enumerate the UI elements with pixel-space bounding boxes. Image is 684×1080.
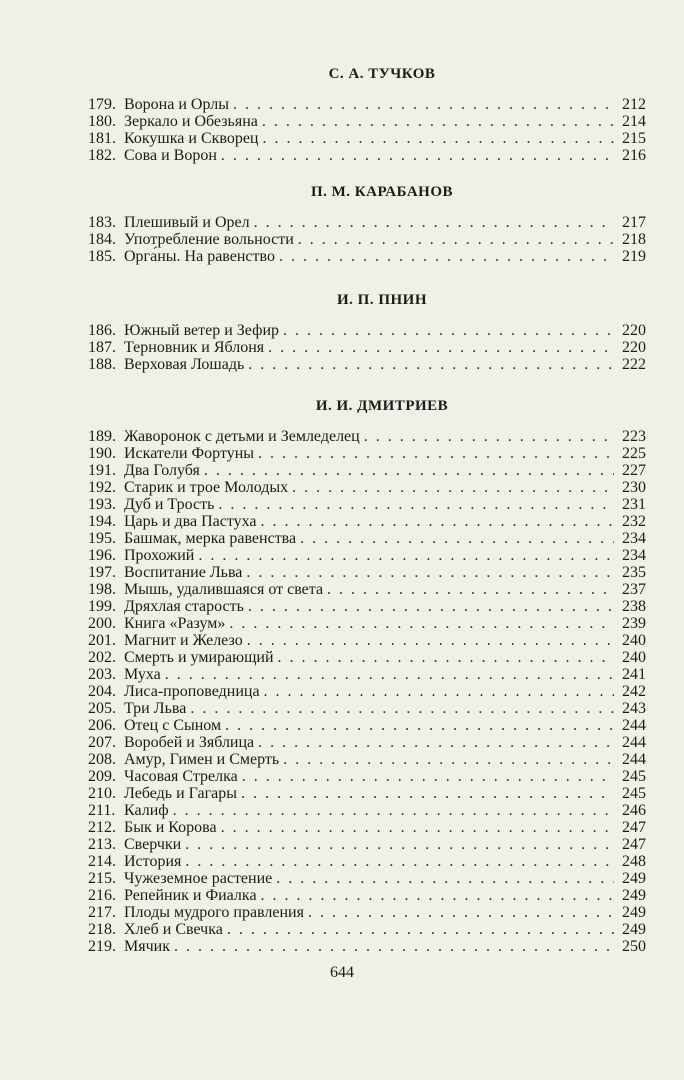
dot-leader <box>190 700 614 717</box>
dot-leader <box>279 248 614 265</box>
entry-title: Муха <box>124 666 161 683</box>
author-heading: П. М. КАРАБАНОВ <box>310 184 453 200</box>
entry-title: Дряхлая старость <box>124 598 244 615</box>
entry-title: Орга́ны. На равенство <box>124 248 275 265</box>
entry-title: Прохожий <box>124 547 195 564</box>
toc-entry <box>88 819 646 836</box>
entry-page: 249 <box>622 887 646 904</box>
toc-entry <box>88 938 646 955</box>
toc-entry <box>88 581 646 598</box>
entry-number: 209. <box>88 768 116 785</box>
entry-title: Плешивый и Орел <box>124 214 250 231</box>
entry-title: Часовая Стрелка <box>124 768 238 785</box>
dot-leader <box>292 479 614 496</box>
entry-number: 181. <box>88 130 116 147</box>
toc-entry <box>88 836 646 853</box>
entry-title: Южный ветер и Зефир <box>124 322 280 339</box>
entry-number: 214. <box>88 853 116 870</box>
dot-leader <box>241 785 614 802</box>
toc-entry <box>88 445 646 462</box>
entry-page: 245 <box>622 768 646 785</box>
entry-title: Дуб и Трость <box>124 496 215 513</box>
entry-page: 249 <box>622 870 646 887</box>
entry-number: 184. <box>88 231 116 248</box>
entry-page: 225 <box>622 445 646 462</box>
entry-title: Хлеб и Свечка <box>124 921 223 938</box>
toc-entry <box>88 462 646 479</box>
toc-entry <box>88 632 646 649</box>
toc-entry <box>88 356 646 373</box>
entry-page: 245 <box>622 785 646 802</box>
toc-entry <box>88 564 646 581</box>
dot-leader <box>263 130 615 147</box>
entry-page: 247 <box>622 819 646 836</box>
entry-title: Два Голубя <box>124 462 200 479</box>
toc-entry <box>88 496 646 513</box>
entry-page: 240 <box>622 649 646 666</box>
entry-page: 244 <box>622 717 646 734</box>
toc-entry <box>88 904 646 921</box>
entry-title: Отец с Сыном <box>124 717 222 734</box>
toc-entry <box>88 96 646 113</box>
author-heading: И. П. ПНИН <box>336 292 427 308</box>
entry-title: Сверчки <box>124 836 182 853</box>
entry-number: 187. <box>88 339 116 356</box>
entry-page: 235 <box>622 564 646 581</box>
entry-title: Три Льва <box>124 700 187 717</box>
dot-leader <box>225 717 614 734</box>
entry-page: 227 <box>622 462 646 479</box>
entry-number: 179. <box>88 96 116 113</box>
entry-number: 201. <box>88 632 116 649</box>
entry-title: Употребление вольности <box>124 231 294 248</box>
entry-number: 199. <box>88 598 116 615</box>
dot-leader <box>229 615 614 632</box>
toc-entry <box>88 717 646 734</box>
entry-page: 234 <box>622 547 646 564</box>
entry-title: История <box>124 853 182 870</box>
entry-number: 211. <box>88 802 116 819</box>
dot-leader <box>254 214 614 231</box>
entry-number: 205. <box>88 700 116 717</box>
toc-section <box>88 290 646 373</box>
entry-number: 190. <box>88 445 116 462</box>
toc-entry <box>88 700 646 717</box>
toc-entry <box>88 802 646 819</box>
entry-title: Чужеземное растение <box>124 870 273 887</box>
entry-number: 191. <box>88 462 116 479</box>
entry-title: Воспитание Льва <box>124 564 243 581</box>
entry-number: 192. <box>88 479 116 496</box>
dot-leader <box>227 921 614 938</box>
entry-number: 182. <box>88 147 116 164</box>
entry-number: 210. <box>88 785 116 802</box>
entry-title: Смерть и умирающий <box>124 649 274 666</box>
entry-page: 222 <box>622 356 646 373</box>
entry-page: 239 <box>622 615 646 632</box>
toc-entry <box>88 751 646 768</box>
dot-leader <box>268 339 614 356</box>
entry-number: 216. <box>88 887 116 904</box>
dot-leader <box>198 547 614 564</box>
entry-page: 244 <box>622 734 646 751</box>
entry-title: Искатели Фортуны <box>124 445 255 462</box>
entry-number: 204. <box>88 683 116 700</box>
toc-entry <box>88 322 646 339</box>
entry-title: Амур, Гимен и Смерть <box>124 751 280 768</box>
entry-title: Книга «Разум» <box>124 615 226 632</box>
dot-leader <box>165 666 614 683</box>
entry-page: 238 <box>622 598 646 615</box>
entry-page: 216 <box>622 147 646 164</box>
entry-title: Сова и Ворон <box>124 147 217 164</box>
toc-entry <box>88 547 646 564</box>
entry-number: 213. <box>88 836 116 853</box>
entry-number: 219. <box>88 938 116 955</box>
entry-page: 234 <box>622 530 646 547</box>
entry-number: 218. <box>88 921 116 938</box>
dot-leader <box>233 96 614 113</box>
dot-leader <box>300 530 614 547</box>
entry-number: 202. <box>88 649 116 666</box>
entry-title: Мячик <box>124 938 170 955</box>
toc-entry <box>88 683 646 700</box>
entry-page: 223 <box>622 428 646 445</box>
entry-number: 212. <box>88 819 116 836</box>
dot-leader <box>185 836 614 853</box>
entry-title: Плоды мудрого правления <box>124 904 304 921</box>
dot-leader <box>246 564 614 581</box>
dot-leader <box>261 513 614 530</box>
toc-section <box>88 182 646 265</box>
entry-page: 218 <box>622 231 646 248</box>
entry-number: 195. <box>88 530 116 547</box>
toc-entry <box>88 853 646 870</box>
entry-page: 244 <box>622 751 646 768</box>
entry-page: 237 <box>622 581 646 598</box>
entry-number: 183. <box>88 214 116 231</box>
dot-leader <box>276 870 614 887</box>
entry-page: 232 <box>622 513 646 530</box>
toc-entry <box>88 339 646 356</box>
entry-page: 250 <box>622 938 646 955</box>
toc-entry <box>88 666 646 683</box>
toc-entry <box>88 734 646 751</box>
entry-title: Воробей и Зяблица <box>124 734 255 751</box>
toc-entry <box>88 147 646 164</box>
author-heading: И. И. ДМИТРИЕВ <box>315 398 449 414</box>
toc-entry <box>88 870 646 887</box>
entry-title: Башмак, мерка равенства <box>124 530 297 547</box>
toc-entry <box>88 513 646 530</box>
entry-title: Верховая Лошадь <box>124 356 245 373</box>
dot-leader <box>248 598 614 615</box>
entry-title: Кокушка и Скворец <box>124 130 259 147</box>
entry-page: 248 <box>622 853 646 870</box>
entry-number: 208. <box>88 751 116 768</box>
entry-page: 247 <box>622 836 646 853</box>
entry-number: 197. <box>88 564 116 581</box>
entry-title: Лебедь и Гагары <box>124 785 238 802</box>
dot-leader <box>264 683 614 700</box>
dot-leader <box>327 581 614 598</box>
dot-leader <box>204 462 614 479</box>
toc-entry <box>88 479 646 496</box>
entry-page: 230 <box>622 479 646 496</box>
entry-title: Мышь, удалившаяся от света <box>124 581 324 598</box>
entry-page: 220 <box>622 322 646 339</box>
page-number: 644 <box>330 964 354 981</box>
toc-entry <box>88 887 646 904</box>
toc-entry <box>88 530 646 547</box>
dot-leader <box>283 751 614 768</box>
dot-leader <box>247 632 614 649</box>
dot-leader <box>185 853 614 870</box>
entry-page: 212 <box>622 96 646 113</box>
dot-leader <box>283 322 614 339</box>
entry-number: 217. <box>88 904 116 921</box>
entry-page: 241 <box>622 666 646 683</box>
toc-entry <box>88 649 646 666</box>
entry-title: Старик и трое Молодых <box>124 479 289 496</box>
toc-entry <box>88 615 646 632</box>
toc-entry <box>88 130 646 147</box>
entry-title: Репейник и Фиалка <box>124 887 257 904</box>
toc-entry <box>88 921 646 938</box>
dot-leader <box>364 428 614 445</box>
dot-leader <box>173 802 614 819</box>
entry-page: 231 <box>622 496 646 513</box>
entry-number: 200. <box>88 615 116 632</box>
toc-section <box>88 64 646 164</box>
dot-leader <box>298 231 614 248</box>
entry-page: 217 <box>622 214 646 231</box>
dot-leader <box>261 887 614 904</box>
dot-leader <box>278 649 614 666</box>
dot-leader <box>242 768 614 785</box>
entry-number: 215. <box>88 870 116 887</box>
toc-entry <box>88 598 646 615</box>
entry-title: Лиса-проповедница <box>124 683 260 700</box>
entry-number: 189. <box>88 428 116 445</box>
entry-page: 219 <box>622 248 646 265</box>
entry-title: Царь и два Пастуха <box>124 513 257 530</box>
dot-leader <box>221 147 614 164</box>
dot-leader <box>174 938 614 955</box>
dot-leader <box>248 356 614 373</box>
entry-page: 246 <box>622 802 646 819</box>
entry-title: Калиф <box>124 802 169 819</box>
entry-page: 215 <box>622 130 646 147</box>
entry-number: 185. <box>88 248 116 265</box>
entry-page: 214 <box>622 113 646 130</box>
entry-title: Ворона и Орлы <box>124 96 229 113</box>
entry-number: 188. <box>88 356 116 373</box>
toc-entry <box>88 785 646 802</box>
entry-number: 193. <box>88 496 116 513</box>
entry-number: 206. <box>88 717 116 734</box>
entry-title: Терновник и Яблоня <box>124 339 265 356</box>
toc-section <box>88 396 646 955</box>
entry-page: 243 <box>622 700 646 717</box>
dot-leader <box>221 819 614 836</box>
entry-page: 249 <box>622 921 646 938</box>
entry-number: 196. <box>88 547 116 564</box>
dot-leader <box>258 734 614 751</box>
entry-number: 180. <box>88 113 116 130</box>
entry-page: 220 <box>622 339 646 356</box>
entry-title: Зеркало и Обезьяна <box>124 113 258 130</box>
dot-leader <box>258 445 614 462</box>
entry-title: Магнит и Железо <box>124 632 243 649</box>
toc-entry <box>88 113 646 130</box>
entry-title: Жаворонок с детьми и Земледелец <box>124 428 360 445</box>
entry-number: 198. <box>88 581 116 598</box>
dot-leader <box>262 113 614 130</box>
entry-page: 249 <box>622 904 646 921</box>
entry-number: 203. <box>88 666 116 683</box>
dot-leader <box>218 496 614 513</box>
entry-page: 240 <box>622 632 646 649</box>
entry-number: 207. <box>88 734 116 751</box>
author-heading: С. А. ТУЧКОВ <box>328 66 436 82</box>
toc-entry <box>88 248 646 265</box>
entry-title: Бык и Корова <box>124 819 217 836</box>
toc-entry <box>88 231 646 248</box>
entry-number: 194. <box>88 513 116 530</box>
entry-number: 186. <box>88 322 116 339</box>
toc-entry <box>88 768 646 785</box>
toc-entry <box>88 214 646 231</box>
toc-entry <box>88 428 646 445</box>
entry-page: 242 <box>622 683 646 700</box>
dot-leader <box>308 904 614 921</box>
